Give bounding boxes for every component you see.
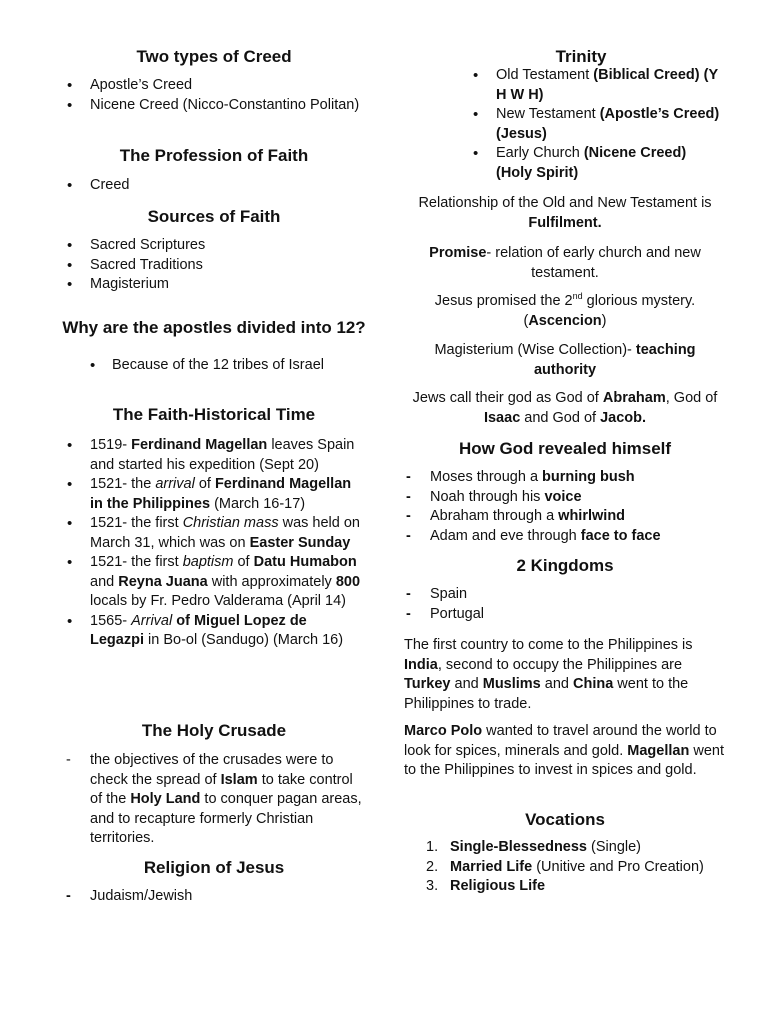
list-item: • Nicene Creed (Nicco-Constantino Politan) [64, 96, 364, 116]
trinity-heading: Trinity [555, 47, 607, 66]
apostles-question: Why are the apostles divided into 12? [62, 318, 366, 337]
list-item: - Abraham through a whirlwind [404, 507, 726, 527]
crusade-list [64, 751, 364, 849]
first-country-text: The first country to come to the Philippines is India, second to occupy the Philippines are Turkey and Muslims and China went to the Philippines to trade. [404, 637, 693, 712]
apostles-answer-list [64, 356, 364, 376]
list-item: • Early Church (Nicene Creed) (Holy Spirit) [404, 144, 726, 183]
list-item: • Sacred Traditions [64, 256, 364, 276]
creed-list [64, 76, 364, 115]
profession-heading: The Profession of Faith [119, 146, 309, 165]
list-item: 1. Single-Blessedness (Single) [426, 839, 641, 855]
list-item: - the objectives of the crusades were to check the spread of Islam to take control of the Holy Land to conquer pagan areas, and to recapture formerly Christian territories. [64, 751, 364, 849]
profession-list [64, 176, 364, 196]
revealed-list [404, 468, 726, 546]
sources-list [64, 236, 364, 295]
list-item: 2. Married Life (Unitive and Pro Creation) [426, 858, 704, 875]
list-item: - Moses through a burning bush [404, 468, 726, 488]
list-item: 3. Religious Life [426, 878, 546, 894]
magisterium-text: Magisterium (Wise Collection)- teaching authority [434, 342, 696, 378]
kingdoms-list [404, 585, 726, 624]
list-item: - Spain [404, 585, 726, 605]
list-item: - Noah through his voice [404, 488, 726, 508]
creed-heading: Two types of Creed [136, 47, 292, 66]
vocations-list [404, 838, 726, 897]
list-item: • Creed [64, 176, 364, 196]
historical-list [64, 436, 364, 651]
marco-polo-text: Marco Polo wanted to travel around the world to look for spices, minerals and gold. Magellan went to the Philippines to invest in spices and gold. [404, 723, 724, 778]
list-item: • 1521- the arrival of Ferdinand Magellan in the Philippines (March 16-17) [64, 475, 364, 514]
relationship-text: Relationship of the Old and New Testament is Fulfilment. [418, 195, 712, 231]
list-item: • 1521- the first baptism of Datu Humabon and Reyna Juana with approximately 800 locals by Fr. Pedro Valderama (April 14) [64, 553, 364, 612]
vocations-heading: Vocations [525, 810, 605, 829]
kingdoms-heading: 2 Kingdoms [516, 556, 614, 575]
revealed-heading: How God revealed himself [459, 439, 671, 458]
list-item: • Old Testament (Biblical Creed) (Y H W H) [404, 66, 726, 105]
list-item: • Apostle’s Creed [64, 76, 364, 96]
list-item: • Magisterium [64, 275, 364, 295]
crusade-heading: The Holy Crusade [141, 721, 287, 740]
jews-text: Jews call their god as God of Abraham, God of Isaac and God of Jacob. [412, 390, 718, 426]
historical-heading: The Faith-Historical Time [112, 405, 316, 424]
promise-text: Promise- relation of early church and new testament. [429, 245, 701, 281]
list-item: • Sacred Scriptures [64, 236, 364, 256]
list-item: - Judaism/Jewish [64, 887, 364, 907]
list-item: • New Testament (Apostle’s Creed) (Jesus) [404, 105, 726, 144]
mystery-text: Jesus promised the 2nd glorious mystery. (Ascencion) [434, 291, 696, 329]
list-item: - Adam and eve through face to face [404, 527, 726, 547]
sources-heading: Sources of Faith [147, 207, 281, 226]
list-item: - Portugal [404, 605, 726, 625]
list-item: • 1521- the first Christian mass was held on March 31, which was on Easter Sunday [64, 514, 364, 553]
religion-heading: Religion of Jesus [143, 858, 285, 877]
list-item: • 1519- Ferdinand Magellan leaves Spain and started his expedition (Sept 20) [64, 436, 364, 475]
religion-list [64, 887, 364, 907]
list-item: • Because of the 12 tribes of Israel [64, 356, 364, 376]
list-item: • 1565- Arrival of Miguel Lopez de Legazpi in Bo-ol (Sandugo) (March 16) [64, 612, 364, 651]
trinity-list [404, 66, 726, 183]
